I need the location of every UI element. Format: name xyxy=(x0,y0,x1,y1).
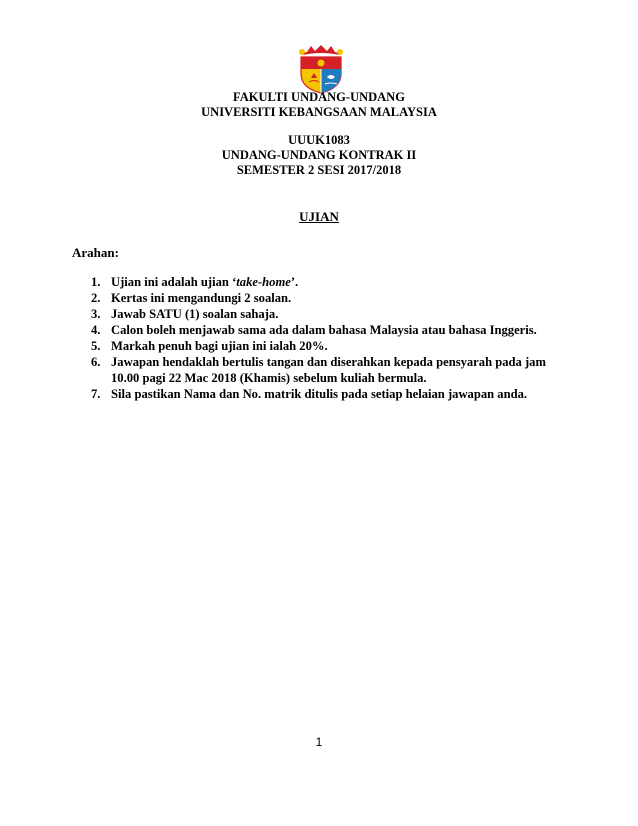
faculty-name: FAKULTI UNDANG-UNDANG xyxy=(233,90,405,104)
faculty-header-block xyxy=(0,90,638,120)
instruction-text: Sila pastikan Nama dan No. matrik ditulis pada setiap helaian jawapan anda. xyxy=(111,387,528,401)
university-name: UNIVERSITI KEBANGSAAN MALAYSIA xyxy=(201,105,437,119)
instruction-number: 7. xyxy=(91,387,101,401)
instruction-item xyxy=(0,290,551,306)
semester-info: SEMESTER 2 SESI 2017/2018 xyxy=(236,163,402,177)
instruction-item xyxy=(0,354,551,386)
ukm-crest-logo xyxy=(293,44,349,94)
instruction-item xyxy=(0,338,551,354)
instruction-item xyxy=(0,306,551,322)
instruction-number: 1. xyxy=(91,275,101,289)
instruction-number: 5. xyxy=(91,339,101,353)
document-title xyxy=(0,209,638,224)
instruction-item xyxy=(0,322,551,338)
instruction-number: 4. xyxy=(91,323,101,337)
course-code: UUUK1083 xyxy=(288,133,350,147)
instruction-text: Calon boleh menjawab sama ada dalam bahasa Malaysia atau bahasa Inggeris. xyxy=(111,323,537,337)
instructions-heading: Arahan: xyxy=(72,245,119,260)
instruction-text: Jawapan hendaklah bertulis tangan dan diserahkan kepada pensyarah pada jam 10.00 pagi 22 Mac 2018 (Khamis) sebelum kuliah bermula. xyxy=(111,355,546,385)
document-title-text: UJIAN xyxy=(299,209,339,224)
instruction-text: Kertas ini mengandungi 2 soalan. xyxy=(111,291,292,305)
course-header-block xyxy=(0,133,638,178)
instruction-item xyxy=(0,386,551,402)
instruction-text-end: ’. xyxy=(290,275,299,289)
instruction-text: Markah penuh bagi ujian ini ialah 20%. xyxy=(111,339,328,353)
instruction-number: 3. xyxy=(91,307,101,321)
instruction-text: Ujian ini adalah ujian ‘ xyxy=(111,275,237,289)
page-number: 1 xyxy=(315,735,323,749)
instruction-text-italic: take-home xyxy=(236,275,291,289)
instruction-number: 6. xyxy=(91,355,101,369)
instruction-item xyxy=(0,274,551,290)
course-name: UNDANG-UNDANG KONTRAK II xyxy=(221,148,417,162)
instruction-text: Jawab SATU (1) soalan sahaja. xyxy=(111,307,279,321)
instruction-number: 2. xyxy=(91,291,101,305)
instructions-list xyxy=(0,274,551,402)
